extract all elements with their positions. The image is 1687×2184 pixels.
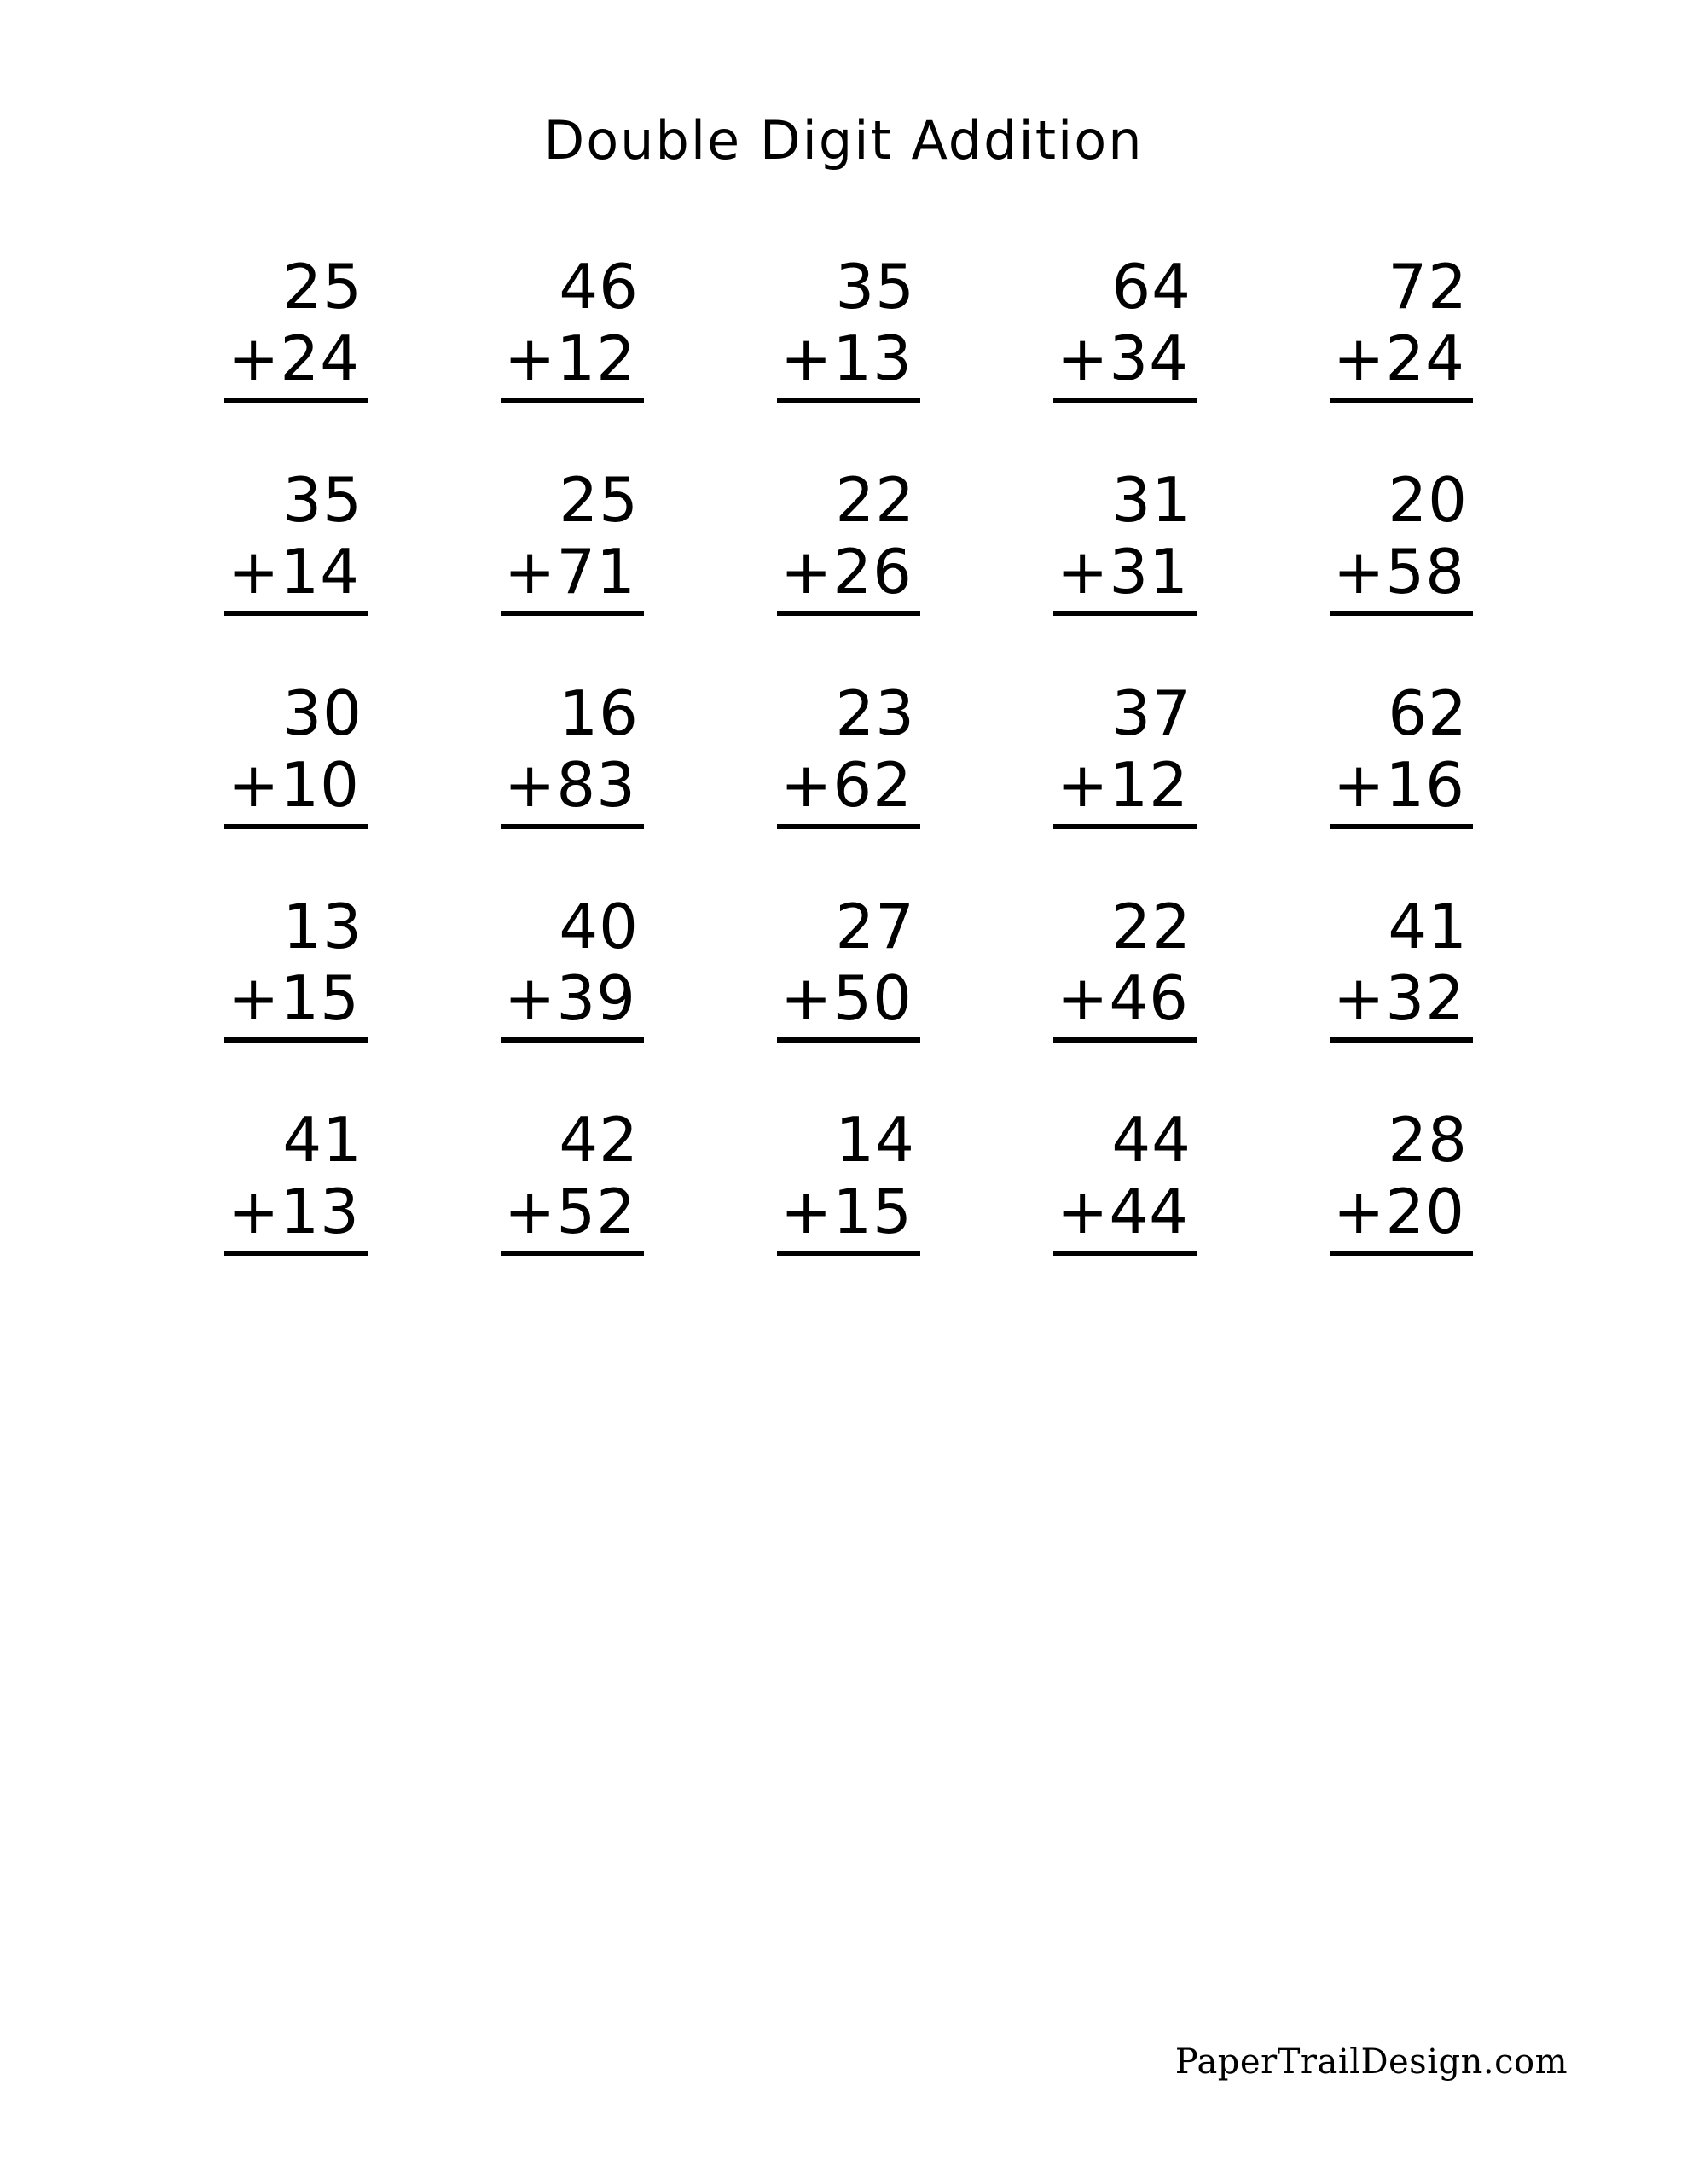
addend-bottom: +12: [504, 322, 636, 394]
problem-item: [158, 464, 434, 664]
addend-bottom: +15: [780, 1176, 913, 1247]
answer-rule: [1330, 611, 1473, 616]
answer-rule: [777, 398, 920, 403]
addend-top: 64: [1111, 251, 1191, 322]
addend-top: 37: [1111, 677, 1191, 749]
addend-bottom: +52: [504, 1176, 636, 1247]
problem-item: [1263, 251, 1539, 450]
addend-top: 40: [559, 891, 639, 962]
problem-item: [710, 1104, 987, 1304]
addend-top: 25: [282, 251, 362, 322]
addend-bottom: +20: [1333, 1176, 1465, 1247]
addend-bottom: +26: [780, 536, 913, 607]
addend-top: 44: [1111, 1104, 1191, 1176]
answer-rule: [224, 824, 368, 829]
problem-item: [158, 677, 434, 877]
answer-rule: [1330, 398, 1473, 403]
addend-top: 35: [835, 251, 915, 322]
problem-item: [987, 891, 1263, 1090]
problem-item: [434, 891, 710, 1090]
addend-bottom: +39: [504, 962, 636, 1034]
answer-rule: [777, 611, 920, 616]
addend-top: 16: [559, 677, 639, 749]
addend-bottom: +10: [228, 749, 360, 821]
problem-item: [158, 1104, 434, 1304]
addend-bottom: +83: [504, 749, 636, 821]
addend-bottom: +16: [1333, 749, 1465, 821]
addend-top: 41: [282, 1104, 362, 1176]
addend-top: 14: [835, 1104, 915, 1176]
problem-item: [987, 464, 1263, 664]
answer-rule: [777, 824, 920, 829]
addend-bottom: +24: [1333, 322, 1465, 394]
answer-rule: [1053, 611, 1197, 616]
addend-bottom: +50: [780, 962, 913, 1034]
answer-rule: [777, 1037, 920, 1043]
problem-item: [158, 891, 434, 1090]
answer-rule: [1053, 824, 1197, 829]
problem-item: [434, 677, 710, 877]
addend-bottom: +71: [504, 536, 636, 607]
answer-rule: [224, 1037, 368, 1043]
problem-grid: [158, 251, 1539, 1304]
problem-item: [434, 464, 710, 664]
answer-rule: [1053, 1037, 1197, 1043]
addend-bottom: +31: [1057, 536, 1189, 607]
addend-bottom: +62: [780, 749, 913, 821]
problem-item: [987, 251, 1263, 450]
problem-item: [710, 891, 987, 1090]
answer-rule: [501, 824, 644, 829]
footer-credit: PaperTrailDesign.com: [1174, 2042, 1568, 2082]
problem-item: [987, 677, 1263, 877]
addend-bottom: +12: [1057, 749, 1189, 821]
addend-top: 23: [835, 677, 915, 749]
problem-item: [710, 677, 987, 877]
problem-item: [158, 251, 434, 450]
answer-rule: [1053, 1251, 1197, 1256]
addend-top: 31: [1111, 464, 1191, 536]
answer-rule: [501, 398, 644, 403]
problem-item: [710, 251, 987, 450]
addend-bottom: +15: [228, 962, 360, 1034]
addend-bottom: +44: [1057, 1176, 1189, 1247]
addend-top: 13: [282, 891, 362, 962]
answer-rule: [1330, 1251, 1473, 1256]
addend-bottom: +34: [1057, 322, 1189, 394]
addend-top: 42: [559, 1104, 639, 1176]
problem-item: [1263, 464, 1539, 664]
addend-top: 35: [282, 464, 362, 536]
problem-item: [434, 1104, 710, 1304]
addend-bottom: +32: [1333, 962, 1465, 1034]
answer-rule: [501, 1251, 644, 1256]
addend-bottom: +46: [1057, 962, 1189, 1034]
addend-bottom: +13: [228, 1176, 360, 1247]
answer-rule: [1053, 398, 1197, 403]
problem-item: [710, 464, 987, 664]
addend-top: 30: [282, 677, 362, 749]
page-title: Double Digit Addition: [543, 109, 1144, 171]
addend-top: 46: [559, 251, 639, 322]
problem-item: [987, 1104, 1263, 1304]
addend-top: 28: [1388, 1104, 1468, 1176]
answer-rule: [501, 611, 644, 616]
answer-rule: [224, 611, 368, 616]
addend-top: 22: [1111, 891, 1191, 962]
answer-rule: [224, 1251, 368, 1256]
answer-rule: [501, 1037, 644, 1043]
addend-top: 41: [1388, 891, 1468, 962]
addend-top: 72: [1388, 251, 1468, 322]
addend-top: 20: [1388, 464, 1468, 536]
addend-top: 22: [835, 464, 915, 536]
problem-item: [1263, 677, 1539, 877]
problem-item: [434, 251, 710, 450]
answer-rule: [1330, 1037, 1473, 1043]
addend-bottom: +58: [1333, 536, 1465, 607]
answer-rule: [1330, 824, 1473, 829]
addend-top: 25: [559, 464, 639, 536]
problem-item: [1263, 1104, 1539, 1304]
addend-bottom: +24: [228, 322, 360, 394]
answer-rule: [777, 1251, 920, 1256]
addend-top: 27: [835, 891, 915, 962]
answer-rule: [224, 398, 368, 403]
problem-item: [1263, 891, 1539, 1090]
addend-top: 62: [1388, 677, 1468, 749]
addend-bottom: +13: [780, 322, 913, 394]
addend-bottom: +14: [228, 536, 360, 607]
